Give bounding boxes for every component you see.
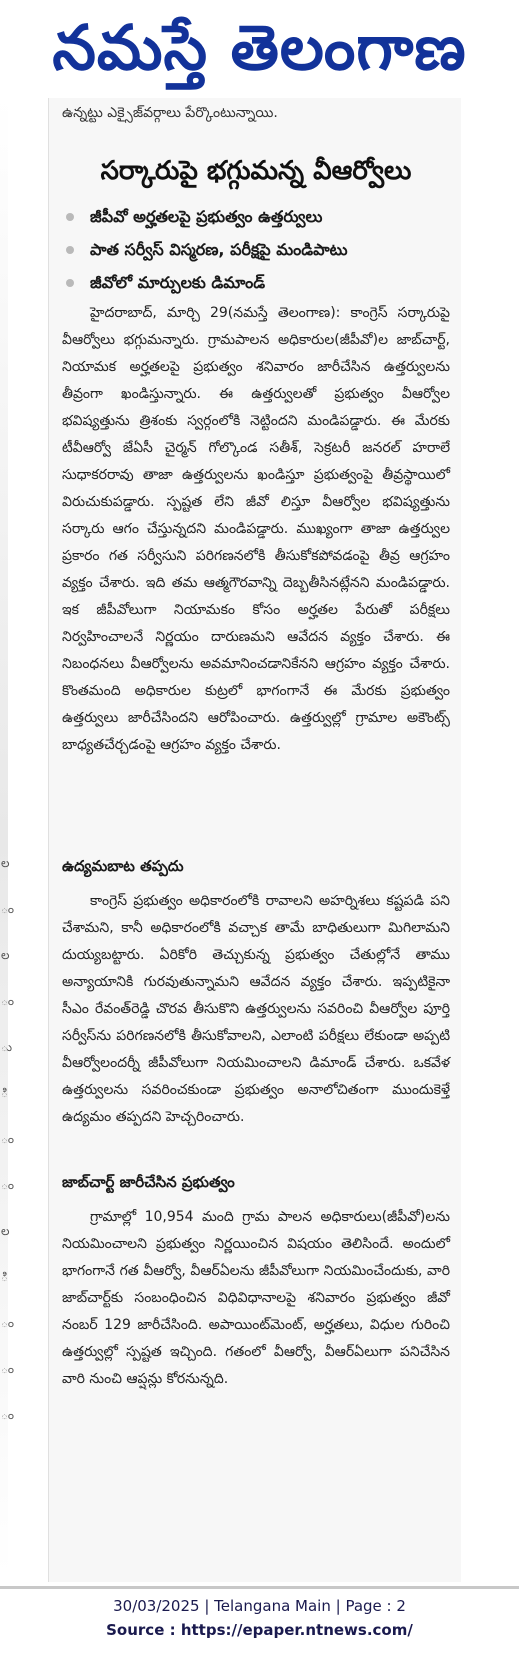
page-footer [0, 1594, 519, 1642]
bullet-dot-icon [66, 279, 74, 287]
edition-info: 30/03/2025 | Telangana Main | Page : 2 [113, 1597, 406, 1615]
masthead-logo [0, 0, 519, 96]
article-paragraph-1: హైదరాబాద్, మార్చి 29(నమస్తే తెలంగాణ): కాంగ్రెస్ సర్కారుపై వీఆర్వోలు భగ్గుమన్నారు. గ్రామపాలన అధికారుల(జీపీవో)ల జాబ్‌చార్ట్, నియామక అర్హతలపై ప్రభుత్వం శనివారం జారీచేసిన ఉత్తర్వులను తీవ్రంగా ఖండిస్తున్నారు. ఈ ఉత్తర్వులతో ప్రభుత్వం వీఆర్వోల భవిష్యత్తును త్రిశంకు స్వర్గంలోకి నెట్టిందని మండిపడ్డారు. ఈ మేరకు టీవీఆర్వో జేఏసీ చైర్మన్ గోల్కొండ సతీశ్, సెక్రటరీ జనరల్ హరాలే సుధాకరరావు తాజా ఉత్తర్వులను ఖండిస్తూ ప్రభుత్వంపై తీవ్రస్థాయిలో విరుచుకుపడ్డారు. స్పష్టత లేని జీవో లిస్తూ వీఆర్వోల భవిష్యత్తును సర్కారు ఆగం చేస్తున్నదని మండిపడ్డారు. ముఖ్యంగా తాజా ఉత్తర్వుల ప్రకారం గత సర్వీసుని పరిగణనలోకి తీసుకోకపోవడంపై తీవ్ర ఆగ్రహం వ్యక్తం చేశారు. ఇది తమ ఆత్మగౌరవాన్ని దెబ్బతీసినట్లేనని మండిపడ్డారు. ఇక జీపీవోలుగా నియామకం కోసం అర్హతల పేరుతో పరీక్షలు నిర్వహించాలనే నిర్ణయం దారుణమని ఆవేదన వ్యక్తం చేశారు. ఈ నిబంధనలు వీఆర్వోలను అవమానించడానికేనని ఆగ్రహం వ్యక్తం చేశారు. కొంతమంది అధికారుల కుట్రలో భాగంగానే ఈ మేరకు ప్రభుత్వం ఉత్తర్వులు జారీచేసిందని ఆరోపించారు. ఉత్తర్వుల్లో గ్రామాల అకౌంట్స్ బాధ్యతచేర్చడంపై ఆగ్రహం వ్యక్తం చేశారు. [62, 305, 450, 753]
article-paragraph-3: గ్రామాల్లో 10,954 మంది గ్రామ పాలన అధికారులు(జీపీవో)లను నియమించాలని ప్రభుత్వం నిర్ణయించిన విషయం తెలిసిందే. అందులో భాగంగానే గత వీఆర్వో, వీఆర్‌ఏలను జీపీవోలుగా నియమించేందుకు, వారి జాబ్‌చార్ట్‌కు సంబంధించిన విధివిధానాలపై శనివారం ప్రభుత్వం జీవో నంబర్ 129 జారీచేసింది. అపాయింట్‌మెంట్, అర్హతలు, విధుల గురించి ఉత్తర్వుల్లో స్పష్టత ఇచ్చింది. గతంలో వీఆర్వో, వీఆర్‌ఏలుగా పనిచేసిన వారి నుంచి ఆప్షన్లు కోరనున్నది. [62, 1209, 450, 1387]
bullet-item: పాత సర్వీస్ విస్మరణ, పరీక్షపై మండిపాటు [62, 233, 452, 266]
article-paragraph-2: కాంగ్రెస్ ప్రభుత్వం అధికారంలోకి రావాలని అహర్నిశలు కష్టపడి పని చేశామని, కానీ అధికారంలోకి వచ్చాక తామే బాధితులుగా మిగిలామని దుయ్యబట్టారు. ఏరికోరి తెచ్చుకున్న ప్రభుత్వం చేతుల్లోనే తాము అన్యాయానికి గురవుతున్నామని ఆవేదన వ్యక్తం చేశారు. ఇప్పటికైనా సీఎం రేవంత్‌రెడ్డి చొరవ తీసుకొని ఉత్తర్వులను సవరించి వీఆర్వోల పూర్తి సర్వీస్‌ను పరిగణనలోకి తీసుకోవాలని, ఎలాంటి పరీక్షలు లేకుండా అప్పటి వీఆర్వోలందర్నీ జీపీవోలుగా నియమించాలని డిమాండ్ చేశారు. ఒకవేళ ఉత్తర్వులను సవరించకుండా ప్రభుత్వం అనాలోచితంగా ముందుకెళ్తే ఉద్యమం తప్పదని హెచ్చరించారు. [62, 893, 450, 1125]
bullet-dot-icon [66, 246, 74, 254]
headline-bullets [62, 200, 452, 299]
bullet-item: జీవోలో మార్పులకు డిమాండ్ [62, 266, 452, 299]
previous-article-tail: ఉన్నట్టు ఎక్సైజ్‌వర్గాలు పేర్కొంటున్నాయి. [62, 105, 278, 121]
subheading-1: ఉద్యమబాట తప్పదు [62, 857, 184, 875]
bullet-item: జీపీవో అర్హతలపై ప్రభుత్వం ఉత్తర్వులు [62, 200, 452, 233]
masthead-title: నమస్తే తెలంగాణ [52, 11, 467, 84]
adjacent-column-fragment: ల ం ల ం ు ి ం ం ల ి ం ం ం [1, 856, 15, 1422]
source-link[interactable]: Source : https://epaper.ntnews.com/ [106, 1621, 413, 1639]
footer-divider [0, 1586, 519, 1589]
subheading-2: జాబ్‌చార్ట్ జారీచేసిన ప్రభుత్వం [62, 1173, 235, 1191]
article-headline: సర్కారుపై భగ్గుమన్న వీఆర్వోలు [100, 156, 412, 186]
bullet-dot-icon [66, 213, 74, 221]
